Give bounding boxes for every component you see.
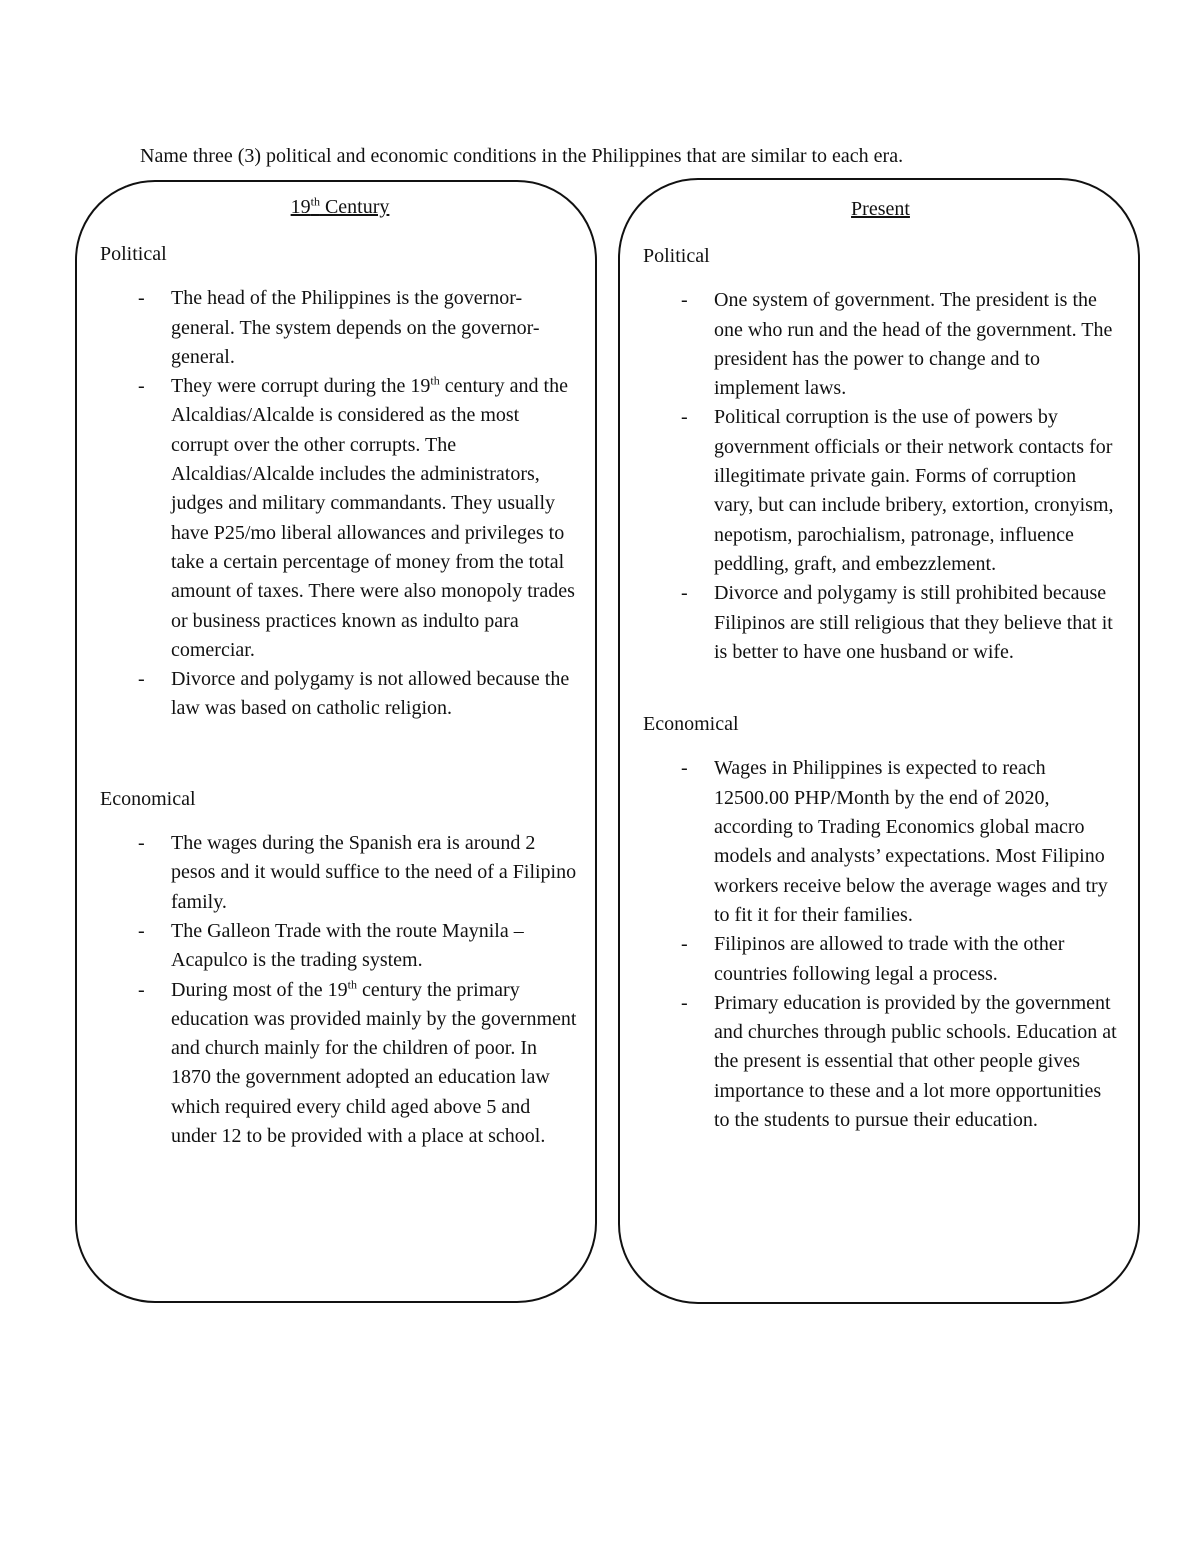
list-item-text: Primary education is provided by the government and churches through public schools. Education at the present is essential that other people gives importance to these and a lot more opportunities to the students to pursue their education. [714,991,1117,1132]
list-item-text: Divorce and polygamy is not allowed because the law was based on catholic religion. [171,668,570,720]
economical-list [100,829,580,1151]
list-item-text: Political corruption is the use of powers by government officials or their network contacts for illegitimate private gain. Forms of corruption vary, but can include bribery, extortion, cronyism, nepotism, parochialism, patronage, influence peddling, graft, and embezzlement. [714,406,1114,575]
list-item [100,976,580,1152]
title-number: 19 [290,196,311,218]
list-item [100,665,580,724]
list-item-text: Filipinos are allowed to trade with the other countries following legal a process. [714,933,1065,985]
list-item-text: One system of government. The president is the one who run and the head of the government. The president has the power to change and to implement laws. [714,289,1113,400]
list-item [643,989,1118,1135]
list-item-text: The Galleon Trade with the route Maynila – Acapulco is the trading system. [171,919,524,972]
column-present [643,195,1118,1135]
bullet-dash: - [138,375,145,398]
text-part: During most of the 19 [171,978,348,1001]
list-item-text [171,375,575,661]
text-part: They were corrupt during the 19 [171,375,431,398]
text-part: century the primary education was provided mainly by the government and church mainly for the children of poor. In 1870 the government adopted an education law which required every child aged above 5 and under 12 to be provided with a place at school. [171,978,577,1148]
list-item [100,372,580,665]
bullet-dash: - [681,406,688,429]
list-item [100,829,580,917]
title-superscript: th [310,194,320,209]
list-item [643,754,1118,930]
list-item-text: Divorce and polygamy is still prohibited because Filipinos are still religious that they believe that it is better to have one husband or wife. [714,582,1113,663]
list-item [100,917,580,976]
question-text: Name three (3) political and economic conditions in the Philippines that are similar to each era. [140,145,904,167]
political-list [100,284,580,723]
ordinal-superscript: th [347,976,357,991]
list-item-text: The wages during the Spanish era is around 2 pesos and it would suffice to the need of a Filipino family. [171,832,577,913]
bullet-dash: - [138,287,145,310]
section-heading-economical: Economical [643,713,739,736]
bullet-dash: - [138,919,145,942]
economical-list [643,754,1118,1135]
section-heading-political: Political [100,243,167,265]
bullet-dash: - [681,582,688,605]
list-item [643,286,1118,403]
ordinal-superscript: th [430,373,440,388]
bullet-dash: - [681,933,688,956]
bullet-dash: - [681,757,688,780]
list-item-text: The head of the Philippines is the governor-general. The system depends on the governor-general. [171,287,540,368]
list-item-text [171,976,577,1148]
list-item-text: Wages in Philippines is expected to reach 12500.00 PHP/Month by the end of 2020, according to Trading Economics global macro models and analysts’ expectations. Most Filipino workers receive below the average wages and try to fit it for their families. [714,757,1108,926]
text-part: century and the Alcaldias/Alcalde is considered as the most corrupt over the other corrupts. The Alcaldias/Alcalde includes the administrators, judges and military commandants. They usually have P25/mo liberal allowances and privileges to take a certain percentage of money from the total amount of taxes. There were also monopoly trades or business practices known as indulto para comerciar. [171,375,575,661]
bullet-dash: - [138,832,145,855]
section-heading-political: Political [643,245,710,267]
list-item [643,930,1118,989]
bullet-dash: - [681,289,688,312]
list-item [643,579,1118,667]
column-title-19th-century [100,193,580,222]
bullet-dash: - [138,668,145,691]
political-list [643,286,1118,667]
section-heading-economical: Economical [100,787,196,810]
bullet-dash: - [138,978,145,1001]
column-title-present: Present [851,198,910,220]
bullet-dash: - [681,991,688,1014]
list-item [643,403,1118,579]
list-item [100,284,580,372]
title-word: Century [319,196,390,218]
column-19th-century [100,193,580,1151]
